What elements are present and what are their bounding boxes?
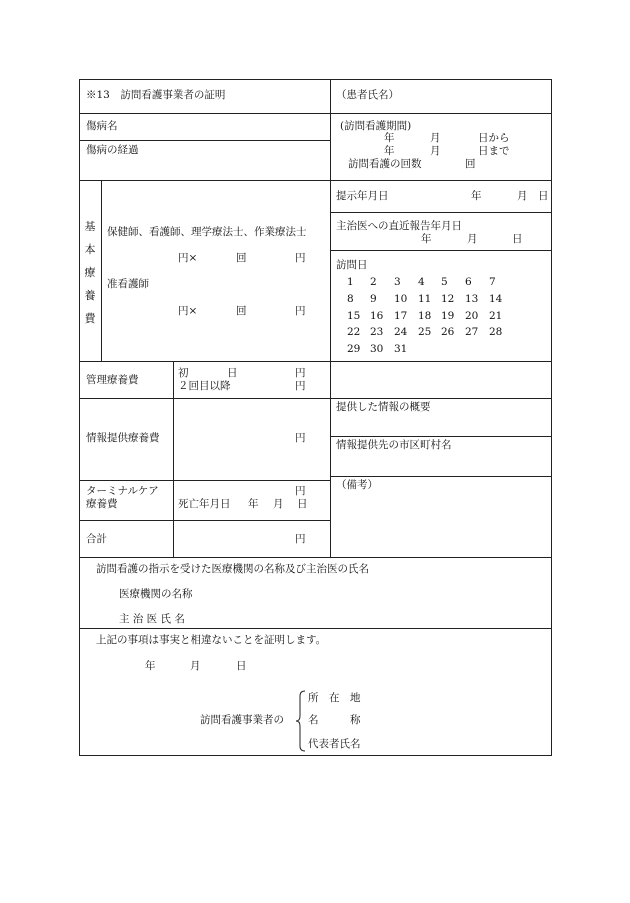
provider-name-label: 名 称: [308, 714, 361, 726]
visit-day: 20: [465, 310, 479, 322]
institution-name-label: 医療機関の名称: [119, 588, 193, 600]
info-yen: 円: [295, 432, 306, 444]
period-year-1: 年: [384, 132, 395, 144]
basic-vertical-char: 養: [84, 289, 96, 302]
terminal-label-1: ターミナルケア: [86, 485, 159, 497]
visit-day: 2: [370, 276, 377, 288]
period-month-1: 月: [430, 132, 441, 144]
visit-day: 9: [370, 293, 377, 305]
visit-day: 5: [441, 276, 448, 288]
row-divider: [330, 436, 552, 437]
certification-statement: 上記の事項は事実と相違ないことを証明します。: [96, 634, 327, 646]
period-month-2: 月: [430, 145, 441, 157]
visit-day: 26: [441, 326, 455, 338]
management-first-yen: 円: [295, 367, 306, 379]
row-divider: [79, 520, 330, 521]
nurse-times: 回: [236, 252, 247, 264]
visit-day: 12: [441, 293, 455, 305]
row-divider: [79, 557, 552, 558]
nurse-label: 保健師、看護師、理学療法士、作業療法士: [107, 226, 307, 238]
death-date-label: 死亡年月日: [178, 498, 231, 510]
visit-day: 13: [465, 293, 479, 305]
visit-day: 23: [370, 326, 384, 338]
visit-day: 4: [418, 276, 425, 288]
visit-day: 7: [489, 276, 496, 288]
management-second-yen: 円: [295, 380, 306, 392]
col-divider: [330, 79, 331, 557]
instruction-title: 訪問看護の指示を受けた医療機関の名称及び主治医の氏名: [96, 563, 369, 575]
report-year: 年: [421, 233, 432, 245]
brace-icon: [296, 690, 306, 752]
patient-name-label: （患者氏名）: [336, 89, 399, 101]
terminal-yen: 円: [295, 485, 306, 497]
report-day: 日: [512, 233, 523, 245]
info-city-label: 情報提供先の市区町村名: [336, 439, 452, 451]
period-until: 日まで: [478, 145, 510, 157]
cert-month: 月: [190, 660, 201, 672]
visit-day: 11: [418, 293, 432, 305]
basic-vertical-char: 費: [84, 312, 96, 325]
total-label: 合計: [86, 533, 107, 545]
provider-address-label: 所 在 地: [308, 692, 361, 704]
management-label: 管理療養費: [86, 374, 139, 386]
col-divider: [173, 361, 174, 557]
visit-day: 25: [418, 326, 432, 338]
row-divider: [79, 180, 552, 181]
visit-day: 10: [394, 293, 408, 305]
management-first-label: 初: [178, 367, 189, 379]
disease-course-label: 傷病の経過: [86, 144, 139, 156]
visit-day: 31: [394, 343, 408, 355]
assoc-nurse-label: 准看護師: [107, 278, 149, 290]
visit-day: 18: [418, 310, 432, 322]
doctor-name-label: 主 治 医 氏 名: [119, 613, 185, 625]
report-label: 主治医への直近報告年月日: [336, 220, 462, 232]
provider-representative-label: 代表者氏名: [308, 738, 361, 750]
row-divider: [79, 361, 552, 362]
management-first-day: 日: [227, 367, 238, 379]
row-divider: [79, 140, 330, 141]
row-divider: [79, 113, 552, 114]
period-label: (訪問看護期間): [340, 120, 412, 132]
death-day: 日: [297, 498, 308, 510]
visit-day: 19: [441, 310, 455, 322]
basic-vertical-char: 本: [84, 243, 96, 256]
remarks-label: （備考）: [336, 479, 378, 491]
cert-day: 日: [236, 660, 247, 672]
report-month: 月: [467, 233, 478, 245]
nurse-yen: 円: [295, 252, 306, 264]
visit-day: 15: [347, 310, 361, 322]
row-divider: [330, 250, 552, 251]
visit-day: 14: [489, 293, 503, 305]
terminal-label-2: 療養費: [86, 498, 118, 510]
visit-day: 27: [465, 326, 479, 338]
basic-vertical-char: 基: [84, 220, 96, 233]
visit-days-label: 訪問日: [336, 259, 368, 271]
disease-name-label: 傷病名: [86, 120, 118, 132]
visit-day: 28: [489, 326, 503, 338]
death-month: 月: [273, 498, 284, 510]
submission-label: 提示年月日: [336, 190, 389, 202]
submission-day: 日: [538, 190, 549, 202]
visit-day: 29: [347, 343, 361, 355]
submission-month: 月: [517, 190, 528, 202]
info-summary-label: 提供した情報の概要: [336, 401, 431, 413]
cert-year: 年: [145, 660, 156, 672]
row-divider: [79, 398, 330, 399]
visit-day: 21: [489, 310, 503, 322]
visit-day: 30: [370, 343, 384, 355]
total-yen: 円: [295, 533, 306, 545]
row-divider: [330, 212, 552, 213]
info-label: 情報提供療養費: [86, 432, 160, 444]
assoc-times: 回: [236, 305, 247, 317]
visit-day: 17: [394, 310, 408, 322]
basic-vertical-char: 療: [84, 266, 96, 279]
visit-day: 24: [394, 326, 408, 338]
management-second-label: ２回目以降: [178, 380, 231, 392]
visit-count-label: 訪問看護の回数: [348, 158, 422, 170]
period-from: 日から: [478, 132, 510, 144]
assoc-yen: 円: [295, 305, 306, 317]
assoc-yen-times: 円×: [178, 305, 198, 317]
nurse-yen-times: 円×: [178, 252, 198, 264]
row-divider: [330, 476, 552, 477]
visit-day: 3: [394, 276, 401, 288]
death-year: 年: [248, 498, 259, 510]
row-divider: [79, 480, 330, 481]
visit-day: 6: [465, 276, 472, 288]
visit-day: 1: [347, 276, 354, 288]
row-divider: [330, 398, 552, 399]
row-divider: [79, 628, 552, 629]
visit-day: 16: [370, 310, 384, 322]
submission-year: 年: [471, 190, 482, 202]
visit-day: 22: [347, 326, 361, 338]
provider-label: 訪問看護事業者の: [200, 714, 284, 726]
col-divider: [101, 180, 102, 361]
cert-title: ※13 訪問看護事業者の証明: [86, 89, 226, 101]
visit-day: 8: [347, 293, 354, 305]
visit-count-unit: 回: [465, 158, 476, 170]
period-year-2: 年: [384, 145, 395, 157]
